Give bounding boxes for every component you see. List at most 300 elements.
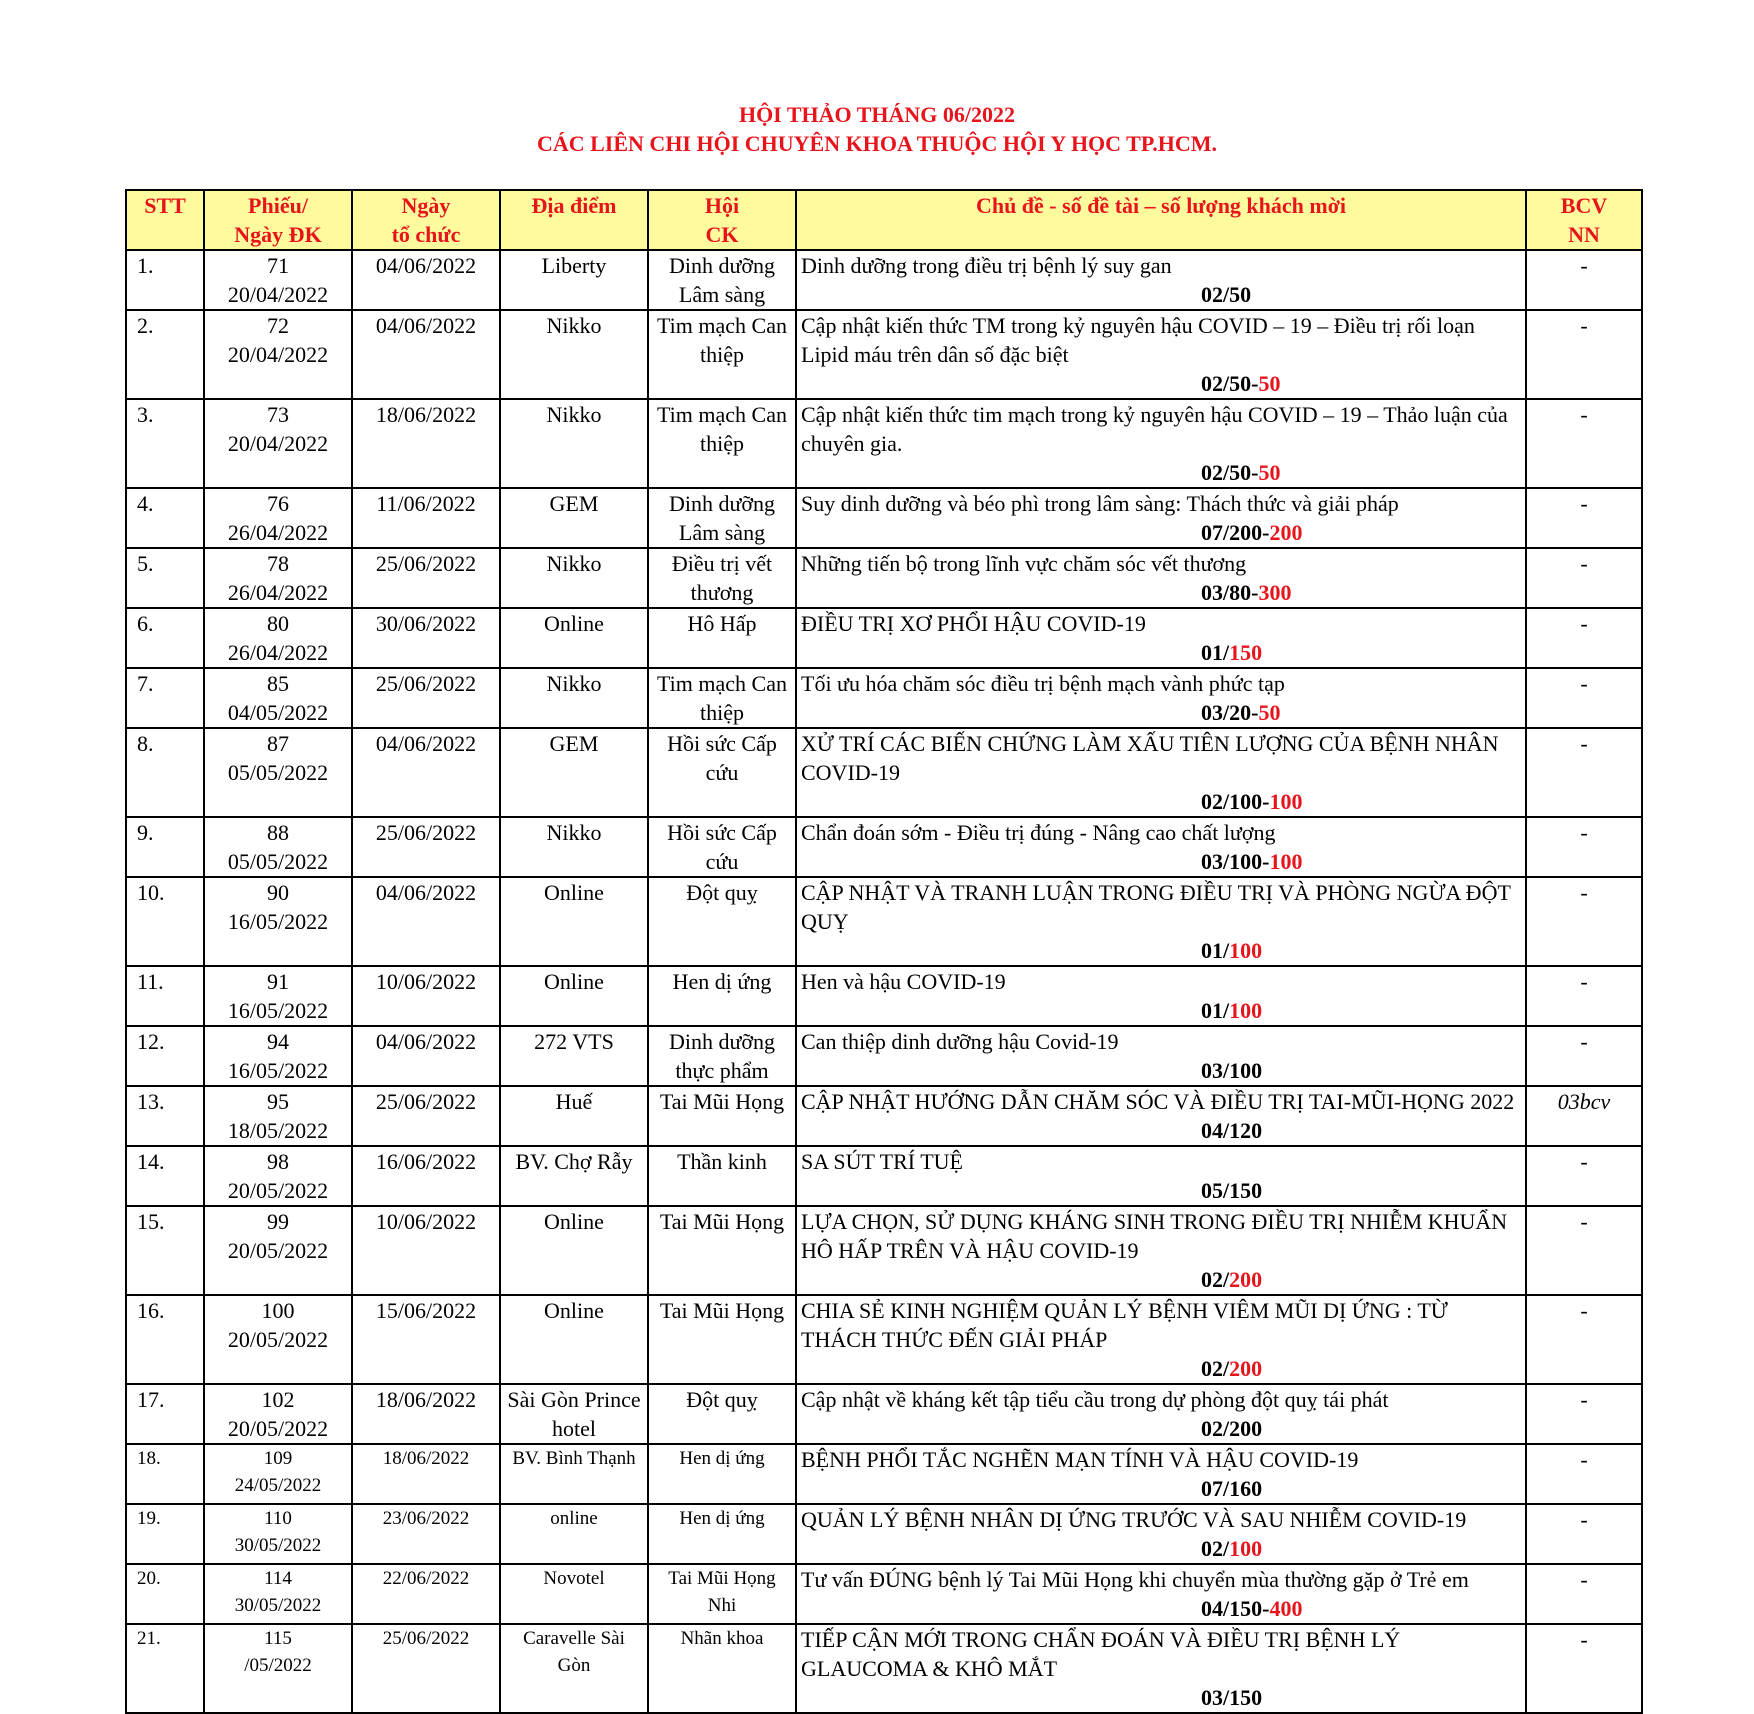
row-bcv-nn: - <box>1526 399 1642 488</box>
row-phieu <box>204 1564 352 1624</box>
row-ngay-to-chuc: 04/06/2022 <box>352 310 500 399</box>
row-chu-de <box>796 310 1526 399</box>
row-ngay-dk: /05/2022 <box>244 1655 312 1676</box>
row-bcv-nn: - <box>1526 1564 1642 1624</box>
ratio-extra: 200 <box>1229 1267 1263 1292</box>
row-phieu-number: 72 <box>267 313 289 338</box>
row-phieu-number: 73 <box>267 402 289 427</box>
row-hoi-ck: Dinh dưỡng Lâm sàng <box>648 488 796 548</box>
row-bcv-nn: - <box>1526 1295 1642 1384</box>
ratio-base: 01 <box>1201 640 1223 665</box>
row-dia-diem: Sài Gòn Prince hotel <box>500 1384 648 1444</box>
row-dia-diem: Nikko <box>500 399 648 488</box>
row-topic: Hen và hậu COVID-19 <box>801 969 1006 994</box>
table-row <box>126 817 1642 877</box>
ratio-extra: 300 <box>1258 580 1292 605</box>
ratio-extra: 100 <box>1229 938 1263 963</box>
row-bcv-nn: - <box>1526 1146 1642 1206</box>
row-ngay-dk: 05/05/2022 <box>227 760 329 785</box>
row-topic: Dinh dưỡng trong điều trị bệnh lý suy gan <box>801 253 1172 278</box>
row-hoi-ck: Dinh dưỡng Lâm sàng <box>648 250 796 310</box>
ratio-extra: 400 <box>1269 1596 1303 1621</box>
ratio-base: 02/200 <box>1201 1416 1263 1441</box>
ratio-sep: - <box>1251 700 1259 725</box>
row-hoi-ck: Điều trị vết thương <box>648 548 796 608</box>
row-chu-de <box>796 1146 1526 1206</box>
row-bcv-nn: - <box>1526 548 1642 608</box>
row-ngay-to-chuc: 30/06/2022 <box>352 608 500 668</box>
ratio-sep: / <box>1223 998 1230 1023</box>
row-bcv-nn: - <box>1526 1444 1642 1504</box>
row-ngay-to-chuc: 15/06/2022 <box>352 1295 500 1384</box>
row-phieu-number: 115 <box>264 1628 292 1649</box>
row-ngay-to-chuc: 18/06/2022 <box>352 1384 500 1444</box>
row-dia-diem: online <box>500 1504 648 1564</box>
row-topic: CẬP NHẬT VÀ TRANH LUẬN TRONG ĐIỀU TRỊ VÀ PHÒNG NGỪA ĐỘT QUỴ <box>801 880 1511 934</box>
row-ngay-to-chuc: 10/06/2022 <box>352 1206 500 1295</box>
ratio-extra: 100 <box>1269 849 1303 874</box>
row-dia-diem: 272 VTS <box>500 1026 648 1086</box>
row-phieu-number: 71 <box>267 253 289 278</box>
ratio-extra: 50 <box>1258 371 1281 396</box>
ratio-sep: - <box>1251 371 1259 396</box>
row-phieu-number: 88 <box>267 820 289 845</box>
row-ngay-dk: 16/05/2022 <box>227 998 329 1023</box>
row-dia-diem: GEM <box>500 728 648 817</box>
row-ngay-dk: 20/04/2022 <box>227 342 329 367</box>
row-ngay-to-chuc: 04/06/2022 <box>352 877 500 966</box>
row-phieu <box>204 877 352 966</box>
ratio-sep: - <box>1262 849 1270 874</box>
ratio-extra: 200 <box>1229 1356 1263 1381</box>
col-ngay-to-chuc: Ngày tổ chức <box>352 190 500 250</box>
row-phieu <box>204 1026 352 1086</box>
row-stt: 4. <box>126 488 204 548</box>
table-row <box>126 1384 1642 1444</box>
row-ratio <box>801 518 1521 547</box>
row-phieu-number: 78 <box>267 551 289 576</box>
row-phieu-number: 85 <box>267 671 289 696</box>
ratio-sep: / <box>1223 1536 1230 1561</box>
row-hoi-ck: Thần kinh <box>648 1146 796 1206</box>
row-stt: 8. <box>126 728 204 817</box>
ratio-base: 04/150 <box>1201 1596 1263 1621</box>
ratio-sep: - <box>1262 520 1270 545</box>
row-ngay-to-chuc: 23/06/2022 <box>352 1504 500 1564</box>
row-phieu <box>204 310 352 399</box>
row-stt: 1. <box>126 250 204 310</box>
row-bcv-nn: - <box>1526 817 1642 877</box>
ratio-sep: - <box>1262 789 1270 814</box>
row-ngay-dk: 24/05/2022 <box>234 1475 322 1496</box>
ratio-base: 03/100 <box>1201 849 1263 874</box>
ratio-sep: - <box>1262 1596 1270 1621</box>
header-row <box>126 190 1642 250</box>
row-ngay-to-chuc: 16/06/2022 <box>352 1146 500 1206</box>
ratio-base: 03/100 <box>1201 1058 1263 1083</box>
ratio-base: 03/80 <box>1201 580 1252 605</box>
row-phieu-number: 87 <box>267 731 289 756</box>
ratio-base: 02 <box>1201 1356 1223 1381</box>
row-ratio <box>801 578 1521 607</box>
row-phieu <box>204 548 352 608</box>
row-dia-diem: Novotel <box>500 1564 648 1624</box>
row-ratio <box>801 787 1521 816</box>
row-ngay-to-chuc: 10/06/2022 <box>352 966 500 1026</box>
row-stt: 14. <box>126 1146 204 1206</box>
row-dia-diem: Caravelle Sài Gòn <box>500 1624 648 1713</box>
row-dia-diem: Nikko <box>500 817 648 877</box>
row-ngay-to-chuc: 25/06/2022 <box>352 548 500 608</box>
row-bcv-nn: - <box>1526 310 1642 399</box>
row-hoi-ck: Hồi sức Cấp cứu <box>648 728 796 817</box>
row-phieu <box>204 1384 352 1444</box>
row-topic: ĐIỀU TRỊ XƠ PHỔI HẬU COVID-19 <box>801 611 1146 636</box>
table-row <box>126 1564 1642 1624</box>
row-ngay-to-chuc: 25/06/2022 <box>352 668 500 728</box>
row-ratio <box>801 280 1521 309</box>
ratio-extra: 50 <box>1258 700 1281 725</box>
row-dia-diem: BV. Chợ Rẫy <box>500 1146 648 1206</box>
row-ratio <box>801 1534 1521 1563</box>
row-chu-de <box>796 548 1526 608</box>
row-ratio <box>801 847 1521 876</box>
row-stt: 19. <box>126 1504 204 1564</box>
ratio-extra: 100 <box>1269 789 1303 814</box>
row-bcv-nn: - <box>1526 728 1642 817</box>
ratio-extra: 50 <box>1258 460 1281 485</box>
row-ngay-dk: 20/05/2022 <box>227 1238 329 1263</box>
row-stt: 10. <box>126 877 204 966</box>
row-stt: 16. <box>126 1295 204 1384</box>
row-ngay-dk: 20/05/2022 <box>227 1416 329 1441</box>
row-bcv-nn: - <box>1526 608 1642 668</box>
row-bcv-nn: - <box>1526 250 1642 310</box>
row-phieu-number: 98 <box>267 1149 289 1174</box>
row-phieu <box>204 1086 352 1146</box>
row-phieu <box>204 1504 352 1564</box>
row-hoi-ck: Đột quỵ <box>648 877 796 966</box>
row-topic: CẬP NHẬT HƯỚNG DẪN CHĂM SÓC VÀ ĐIỀU TRỊ TAI-MŨI-HỌNG 2022 <box>801 1089 1515 1114</box>
col-phieu: Phiếu/ Ngày ĐK <box>204 190 352 250</box>
row-phieu-number: 80 <box>267 611 289 636</box>
row-chu-de <box>796 1295 1526 1384</box>
ratio-base: 02 <box>1201 1267 1223 1292</box>
row-ngay-to-chuc: 11/06/2022 <box>352 488 500 548</box>
row-bcv-nn: - <box>1526 877 1642 966</box>
row-ratio <box>801 1354 1521 1383</box>
row-dia-diem: GEM <box>500 488 648 548</box>
row-chu-de <box>796 608 1526 668</box>
ratio-sep: / <box>1223 1356 1230 1381</box>
table-row <box>126 1444 1642 1504</box>
row-hoi-ck: Tai Mũi Họng <box>648 1295 796 1384</box>
row-stt: 18. <box>126 1444 204 1504</box>
row-dia-diem: Online <box>500 608 648 668</box>
row-topic: Suy dinh dưỡng và béo phì trong lâm sàng: Thách thức và giải pháp <box>801 491 1399 516</box>
row-ngay-to-chuc: 25/06/2022 <box>352 817 500 877</box>
row-topic: Tư vấn ĐÚNG bệnh lý Tai Mũi Họng khi chuyển mùa thường gặp ở Trẻ em <box>801 1567 1469 1592</box>
row-ratio <box>801 936 1521 965</box>
ratio-sep: / <box>1223 1267 1230 1292</box>
row-bcv-nn: - <box>1526 668 1642 728</box>
row-ngay-to-chuc: 18/06/2022 <box>352 399 500 488</box>
table-row <box>126 728 1642 817</box>
row-phieu-number: 99 <box>267 1209 289 1234</box>
col-chu-de: Chủ đề - số đề tài – số lượng khách mời <box>796 190 1526 250</box>
ratio-base: 07/200 <box>1201 520 1263 545</box>
row-topic: Những tiến bộ trong lĩnh vực chăm sóc vết thương <box>801 551 1247 576</box>
row-bcv-nn: - <box>1526 488 1642 548</box>
ratio-base: 05/150 <box>1201 1178 1263 1203</box>
row-stt: 7. <box>126 668 204 728</box>
row-ngay-dk: 30/05/2022 <box>234 1595 322 1616</box>
row-phieu-number: 114 <box>264 1568 292 1589</box>
row-ngay-dk: 05/05/2022 <box>227 849 329 874</box>
ratio-sep: - <box>1251 460 1259 485</box>
row-hoi-ck: Nhãn khoa <box>648 1624 796 1713</box>
ratio-base: 03/150 <box>1201 1685 1263 1710</box>
row-phieu-number: 95 <box>267 1089 289 1114</box>
row-phieu <box>204 1206 352 1295</box>
row-stt: 2. <box>126 310 204 399</box>
row-stt: 6. <box>126 608 204 668</box>
ratio-base: 07/160 <box>1201 1476 1263 1501</box>
row-dia-diem: Nikko <box>500 310 648 399</box>
row-phieu <box>204 399 352 488</box>
row-phieu-number: 91 <box>267 969 289 994</box>
row-dia-diem: Online <box>500 966 648 1026</box>
row-phieu-number: 110 <box>264 1508 292 1529</box>
row-ngay-to-chuc: 04/06/2022 <box>352 728 500 817</box>
row-phieu <box>204 488 352 548</box>
row-topic: Cập nhật về kháng kết tập tiểu cầu trong dự phòng đột quỵ tái phát <box>801 1387 1389 1412</box>
row-phieu <box>204 817 352 877</box>
row-chu-de <box>796 877 1526 966</box>
table-row <box>126 310 1642 399</box>
row-ratio <box>801 369 1521 398</box>
row-bcv-nn: - <box>1526 1026 1642 1086</box>
row-topic: Tối ưu hóa chăm sóc điều trị bệnh mạch vành phức tạp <box>801 671 1285 696</box>
row-phieu-number: 100 <box>261 1298 295 1323</box>
col-stt: STT <box>126 190 204 250</box>
row-chu-de <box>796 1564 1526 1624</box>
table-row <box>126 1624 1642 1713</box>
row-phieu-number: 109 <box>263 1448 293 1469</box>
row-ratio <box>801 638 1521 667</box>
row-phieu <box>204 1295 352 1384</box>
table-row <box>126 668 1642 728</box>
row-ngay-dk: 20/04/2022 <box>227 431 329 456</box>
row-ratio <box>801 1414 1521 1443</box>
row-topic: QUẢN LÝ BỆNH NHÂN DỊ ỨNG TRƯỚC VÀ SAU NHIỄM COVID-19 <box>801 1507 1467 1532</box>
ratio-base: 02/50 <box>1201 460 1252 485</box>
row-ngay-dk: 20/04/2022 <box>227 282 329 307</box>
row-chu-de <box>796 1624 1526 1713</box>
row-chu-de <box>796 668 1526 728</box>
ratio-base: 04/120 <box>1201 1118 1263 1143</box>
row-dia-diem: Nikko <box>500 548 648 608</box>
table-row <box>126 488 1642 548</box>
row-phieu <box>204 1444 352 1504</box>
row-ratio <box>801 996 1521 1025</box>
row-chu-de <box>796 1384 1526 1444</box>
row-ngay-dk: 30/05/2022 <box>234 1535 322 1556</box>
ratio-base: 01 <box>1201 938 1223 963</box>
row-chu-de <box>796 1086 1526 1146</box>
row-ratio <box>801 1683 1521 1712</box>
row-phieu <box>204 1146 352 1206</box>
row-bcv-nn: - <box>1526 1384 1642 1444</box>
row-dia-diem: Huế <box>500 1086 648 1146</box>
row-ngay-dk: 26/04/2022 <box>227 520 329 545</box>
ratio-sep: - <box>1251 580 1259 605</box>
row-stt: 5. <box>126 548 204 608</box>
row-topic: CHIA SẺ KINH NGHIỆM QUẢN LÝ BỆNH VIÊM MŨI DỊ ỨNG : TỪ THÁCH THỨC ĐẾN GIẢI PHÁP <box>801 1298 1448 1352</box>
ratio-base: 02/100 <box>1201 789 1263 814</box>
row-hoi-ck: Đột quỵ <box>648 1384 796 1444</box>
row-ratio <box>801 698 1521 727</box>
row-stt: 21. <box>126 1624 204 1713</box>
row-topic: Cập nhật kiến thức tim mạch trong kỷ nguyên hậu COVID – 19 – Thảo luận của chuyên gia. <box>801 402 1508 456</box>
row-dia-diem: Online <box>500 1295 648 1384</box>
row-hoi-ck: Tim mạch Can thiệp <box>648 399 796 488</box>
workshop-table <box>125 189 1643 1714</box>
row-topic: SA SÚT TRÍ TUỆ <box>801 1149 963 1174</box>
row-stt: 3. <box>126 399 204 488</box>
table-row <box>126 608 1642 668</box>
table-row <box>126 1295 1642 1384</box>
ratio-base: 02/50 <box>1201 371 1252 396</box>
row-hoi-ck: Hen dị ứng <box>648 1444 796 1504</box>
row-ngay-to-chuc: 18/06/2022 <box>352 1444 500 1504</box>
row-dia-diem: Liberty <box>500 250 648 310</box>
row-chu-de <box>796 1026 1526 1086</box>
document-title <box>0 100 1754 158</box>
row-dia-diem: BV. Bình Thạnh <box>500 1444 648 1504</box>
table-row <box>126 1026 1642 1086</box>
ratio-base: 03/20 <box>1201 700 1252 725</box>
ratio-extra: 100 <box>1229 1536 1263 1561</box>
row-ngay-dk: 04/05/2022 <box>227 700 329 725</box>
row-hoi-ck: Tai Mũi Họng <box>648 1206 796 1295</box>
ratio-base: 02 <box>1201 1536 1223 1561</box>
ratio-extra: 200 <box>1269 520 1303 545</box>
ratio-base: 01 <box>1201 998 1223 1023</box>
ratio-base: 02/50 <box>1201 282 1252 307</box>
row-chu-de <box>796 966 1526 1026</box>
table-row <box>126 1146 1642 1206</box>
row-ngay-to-chuc: 04/06/2022 <box>352 250 500 310</box>
row-ngay-to-chuc: 04/06/2022 <box>352 1026 500 1086</box>
row-stt: 15. <box>126 1206 204 1295</box>
row-phieu-number: 94 <box>267 1029 289 1054</box>
row-chu-de <box>796 728 1526 817</box>
row-phieu <box>204 608 352 668</box>
row-ratio <box>801 1265 1521 1294</box>
row-ngay-dk: 16/05/2022 <box>227 909 329 934</box>
row-phieu <box>204 728 352 817</box>
row-chu-de <box>796 399 1526 488</box>
row-bcv-nn: - <box>1526 966 1642 1026</box>
row-stt: 9. <box>126 817 204 877</box>
col-hoi-ck: Hội CK <box>648 190 796 250</box>
row-stt: 12. <box>126 1026 204 1086</box>
row-stt: 17. <box>126 1384 204 1444</box>
row-phieu-number: 90 <box>267 880 289 905</box>
row-dia-diem: Online <box>500 877 648 966</box>
col-bcv-nn: BCV NN <box>1526 190 1642 250</box>
row-bcv-nn: - <box>1526 1206 1642 1295</box>
row-topic: TIẾP CẬN MỚI TRONG CHẨN ĐOÁN VÀ ĐIỀU TRỊ BỆNH LÝ GLAUCOMA & KHÔ MẮT <box>801 1627 1401 1681</box>
row-bcv-nn: 03bcv <box>1526 1086 1642 1146</box>
row-ratio <box>801 1116 1521 1145</box>
row-ratio <box>801 1474 1521 1503</box>
row-ngay-dk: 18/05/2022 <box>227 1118 329 1143</box>
row-hoi-ck: Tim mạch Can thiệp <box>648 668 796 728</box>
row-bcv-nn: - <box>1526 1504 1642 1564</box>
row-hoi-ck: Hen dị ứng <box>648 1504 796 1564</box>
row-phieu-number: 102 <box>261 1387 295 1412</box>
row-ngay-dk: 26/04/2022 <box>227 640 329 665</box>
row-chu-de <box>796 1504 1526 1564</box>
row-topic: Can thiệp dinh dưỡng hậu Covid-19 <box>801 1029 1119 1054</box>
title-line-1: HỘI THẢO THÁNG 06/2022 <box>738 102 1016 127</box>
table-row <box>126 250 1642 310</box>
row-topic: Cập nhật kiến thức TM trong kỷ nguyên hậu COVID – 19 – Điều trị rối loạn Lipid máu trên dân số đặc biệt <box>801 313 1475 367</box>
row-chu-de <box>796 817 1526 877</box>
row-dia-diem: Nikko <box>500 668 648 728</box>
row-ratio <box>801 1176 1521 1205</box>
row-topic: XỬ TRÍ CÁC BIẾN CHỨNG LÀM XẤU TIÊN LƯỢNG CỦA BỆNH NHÂN COVID-19 <box>801 731 1499 785</box>
ratio-sep: / <box>1223 938 1230 963</box>
title-line-2: CÁC LIÊN CHI HỘI CHUYÊN KHOA THUỘC HỘI Y HỌC TP.HCM. <box>536 131 1218 156</box>
row-stt: 13. <box>126 1086 204 1146</box>
row-phieu <box>204 250 352 310</box>
table-row <box>126 1086 1642 1146</box>
row-topic: Chẩn đoán sớm - Điều trị đúng - Nâng cao chất lượng <box>801 820 1276 845</box>
row-hoi-ck: Hen dị ứng <box>648 966 796 1026</box>
row-chu-de <box>796 1206 1526 1295</box>
row-chu-de <box>796 1444 1526 1504</box>
row-ngay-dk: 26/04/2022 <box>227 580 329 605</box>
row-stt: 11. <box>126 966 204 1026</box>
row-hoi-ck: Tai Mũi Họng Nhi <box>648 1564 796 1624</box>
table-row <box>126 966 1642 1026</box>
row-ngay-dk: 20/05/2022 <box>227 1178 329 1203</box>
row-ngay-to-chuc: 25/06/2022 <box>352 1086 500 1146</box>
row-phieu <box>204 966 352 1026</box>
col-dia-diem: Địa điểm <box>500 190 648 250</box>
row-hoi-ck: Dinh dưỡng thực phẩm <box>648 1026 796 1086</box>
row-phieu-number: 76 <box>267 491 289 516</box>
row-ngay-to-chuc: 22/06/2022 <box>352 1564 500 1624</box>
row-phieu <box>204 668 352 728</box>
row-topic: BỆNH PHỔI TẮC NGHẼN MẠN TÍNH VÀ HẬU COVID-19 <box>801 1447 1359 1472</box>
row-hoi-ck: Hô Hấp <box>648 608 796 668</box>
row-hoi-ck: Tim mạch Can thiệp <box>648 310 796 399</box>
row-chu-de <box>796 488 1526 548</box>
ratio-sep: / <box>1223 640 1230 665</box>
row-ngay-dk: 20/05/2022 <box>227 1327 329 1352</box>
table-row <box>126 548 1642 608</box>
row-ngay-dk: 16/05/2022 <box>227 1058 329 1083</box>
row-dia-diem: Online <box>500 1206 648 1295</box>
table-row <box>126 399 1642 488</box>
row-ngay-to-chuc: 25/06/2022 <box>352 1624 500 1713</box>
row-stt: 20. <box>126 1564 204 1624</box>
ratio-extra: 150 <box>1229 640 1263 665</box>
